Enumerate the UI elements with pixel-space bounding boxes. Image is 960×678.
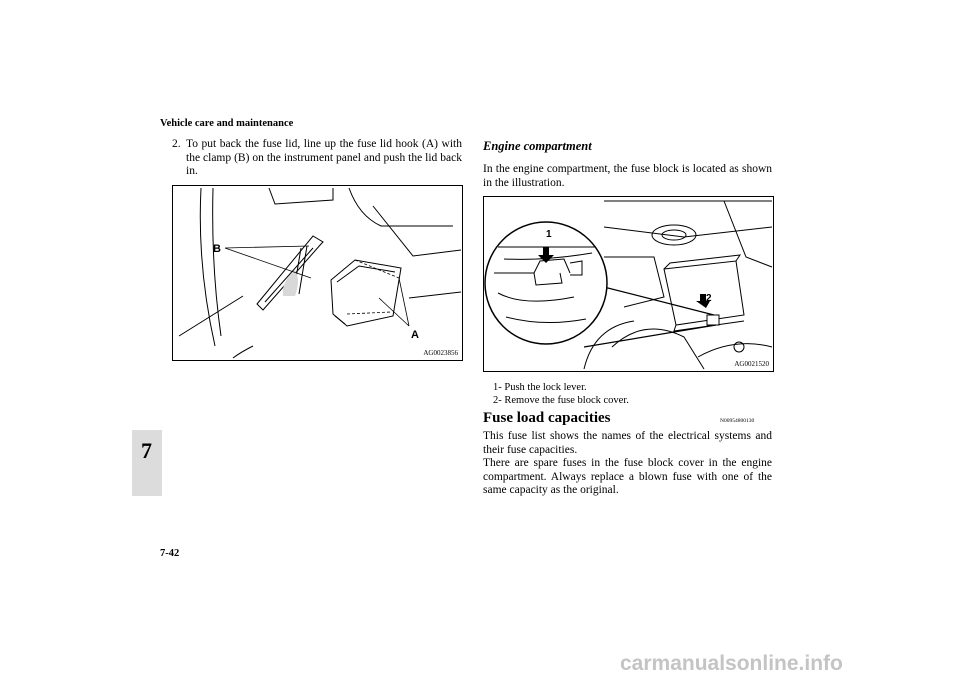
step-number: 2. [172,138,181,150]
fuse-load-text [483,430,772,498]
page-number: 7-42 [160,548,180,559]
label-2: 2 [706,293,712,304]
engine-compartment-figure [483,196,774,372]
fuse-list-paragraph: This fuse list shows the names of the electrical systems and their fuse capacities. [483,430,772,456]
label-1: 1 [546,229,552,240]
engine-compartment-heading: Engine compartment [483,139,592,153]
section-header: Vehicle care and maintenance [160,118,294,129]
section-code: N00954800130 [720,418,755,424]
step-2 [172,138,462,179]
engine-compartment-illustration [484,197,773,371]
label-b: B [213,243,221,255]
label-a: A [411,329,419,341]
spare-fuse-paragraph: There are spare fuses in the fuse block cover in the engine compartment. Always replace a blown fuse with one of the same capacity as the original. [483,457,772,496]
fuse-lid-figure [172,185,463,361]
chapter-tab-number: 7 [141,438,152,463]
step-text: To put back the fuse lid, line up the fuse lid hook (A) with the clamp (B) on the instrument panel and push the lid back in. [186,138,462,177]
engine-compartment-text: In the engine compartment, the fuse block is located as shown in the illustration. [483,163,772,189]
figure-legend [493,381,629,407]
legend-item: 2- Remove the fuse block cover. [493,395,629,406]
figure-code: AG0023856 [423,349,458,357]
fuse-load-heading: Fuse load capacities [483,410,611,426]
legend-item: 1- Push the lock lever. [493,382,587,393]
fuse-lid-illustration [173,186,462,360]
figure-code: AG0021520 [734,360,769,368]
chapter-tab [132,430,162,496]
watermark: carmanualsonline.info [620,652,843,675]
